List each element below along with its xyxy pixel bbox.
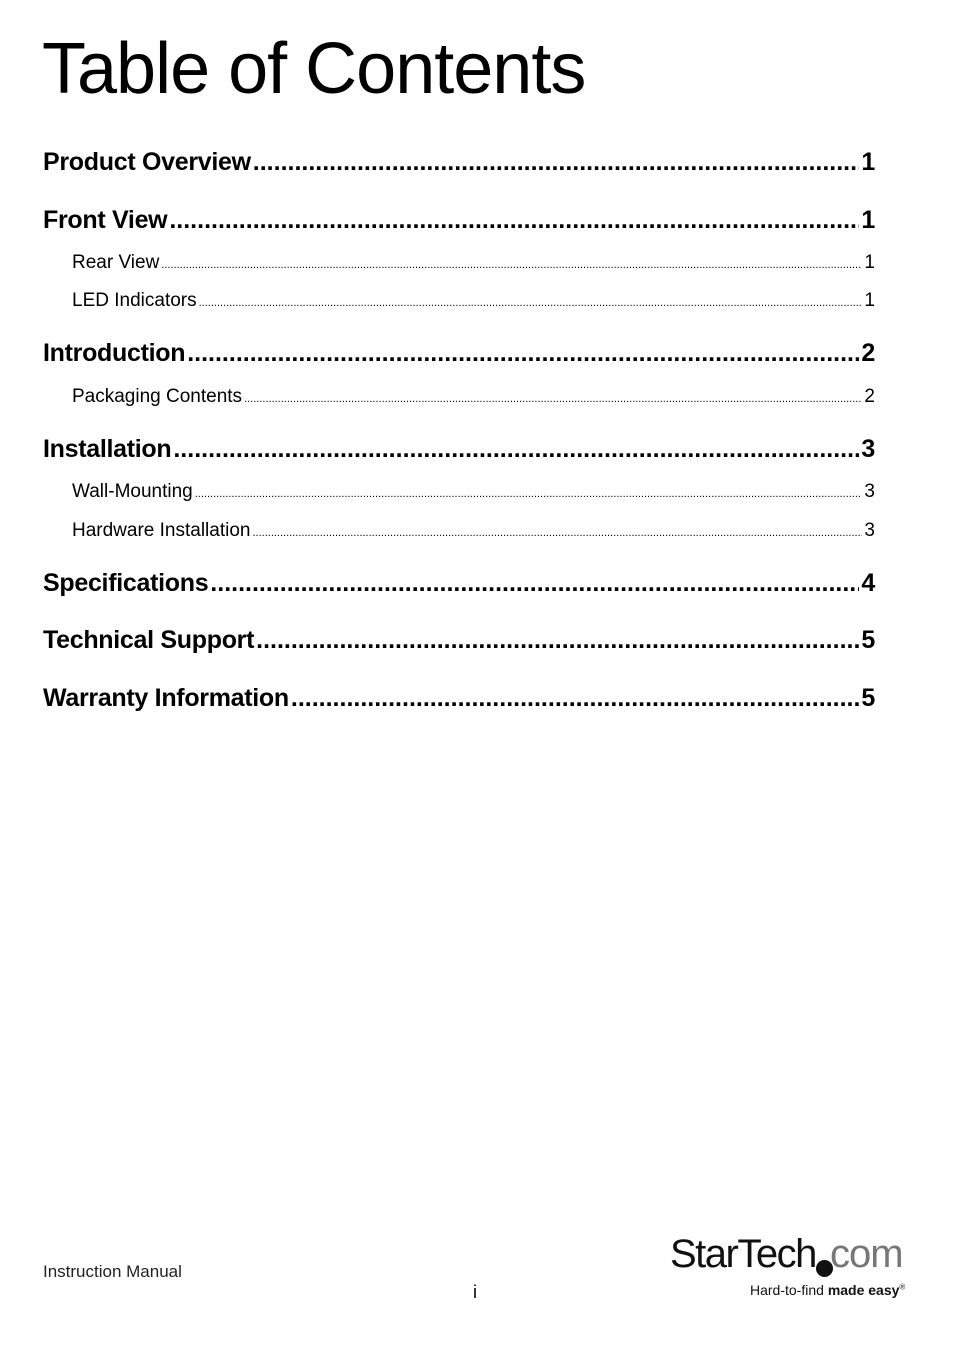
logo-suffix: com [830,1232,903,1276]
tagline-regular: Hard-to-find [750,1282,828,1298]
dot-leader [252,527,862,539]
dot-leader [173,435,859,464]
toc-entry-technical-support[interactable] [43,626,875,655]
tagline-bold: made easy [827,1282,900,1298]
dot-leader [291,684,860,713]
toc-entry-page: 1 [861,206,875,234]
toc-entry-wall-mounting[interactable] [43,481,875,503]
toc-entry-page: 4 [861,569,875,597]
toc-entry-label: Warranty Information [43,684,289,712]
toc-entry-page: 2 [864,386,875,407]
toc-entry-label: Packaging Contents [72,386,243,407]
toc-entry-introduction[interactable] [43,339,875,368]
toc-entry-warranty-information[interactable] [43,684,875,713]
toc-entry-page: 3 [864,520,875,541]
toc-entry-packaging-contents[interactable] [43,386,875,408]
toc-entry-page: 1 [861,148,875,176]
toc-entry-label: Introduction [43,339,186,367]
logo-brand: StarTech [670,1232,816,1276]
dot-leader [195,488,863,500]
toc-entry-label: LED Indicators [72,290,197,311]
dot-leader [169,206,859,235]
registered-mark: ® [899,1282,906,1292]
page-title: Table of Contents [42,29,586,109]
dot-leader [210,569,859,598]
toc-entry-front-view[interactable] [43,206,875,235]
dot-leader [187,339,859,368]
toc-entry-hardware-installation[interactable] [43,520,875,542]
toc-entry-label: Installation [43,435,172,463]
dot-leader [199,297,863,309]
toc-entry-product-overview[interactable] [43,148,875,177]
toc-entry-led-indicators[interactable] [43,290,875,312]
logo-tagline [750,1282,905,1298]
dot-leader [253,148,860,177]
toc-entry-rear-view[interactable] [43,252,875,274]
startech-logo [670,1232,915,1304]
toc-entry-label: Technical Support [43,626,255,654]
toc-entry-page: 1 [864,290,875,311]
dot-leader [161,259,862,271]
toc-entry-label: Wall-Mounting [72,481,193,502]
toc-entry-page: 3 [864,481,875,502]
toc-entry-page: 5 [861,684,875,712]
dot-leader [244,393,862,405]
toc-entry-label: Front View [43,206,168,234]
toc-entry-label: Hardware Installation [72,520,251,541]
dot-leader [256,626,859,655]
toc-entry-page: 3 [861,435,875,463]
page-number: i [473,1282,477,1302]
toc-entry-page: 1 [864,252,875,273]
toc-entry-label: Rear View [72,252,160,273]
toc-entry-label: Specifications [43,569,209,597]
footer-doc-type: Instruction Manual [43,1262,182,1281]
toc-entry-page: 2 [861,339,875,367]
toc-entry-installation[interactable] [43,435,875,464]
toc-entry-page: 5 [861,626,875,654]
toc-entry-label: Product Overview [43,148,251,176]
toc-entry-specifications[interactable] [43,569,875,598]
